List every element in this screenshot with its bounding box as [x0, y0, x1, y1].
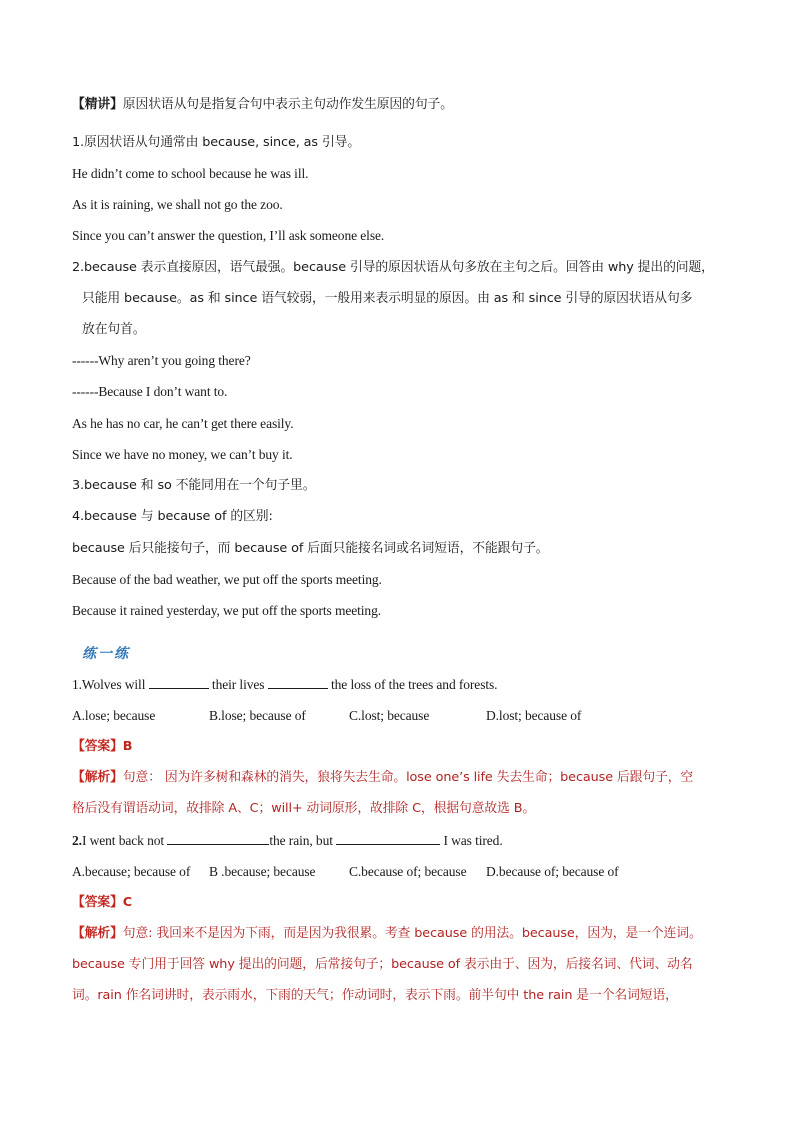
q2-option-c: C.because of; because: [349, 864, 467, 879]
q2-explanation-line-2: because 专门用于回答 why 提出的问题，后常接句子；because of 表示由于、因为，后接名词、代词、动名: [72, 957, 693, 972]
q2-part-b: the rain, but: [269, 833, 333, 848]
example-6: Because of the bad weather, we put off the sports meeting.: [72, 572, 382, 587]
q2-explanation-line-3: 词。rain 作名词讲时，表示雨水，下雨的天气；作动词时，表示下雨。前半句中 the rain 是一个名词短语，: [72, 988, 678, 1003]
q2-explanation-line-1: [72, 924, 702, 944]
q1-option-d: D.lost; because of: [486, 708, 582, 723]
q1-answer: [72, 737, 132, 757]
rule-1: 1.原因状语从句通常由 because, since, as 引导。: [72, 135, 361, 150]
question-1: [72, 675, 497, 695]
q1-answer-tag: 【答案】: [72, 739, 123, 754]
q2-blank-1: [167, 831, 269, 845]
q1-explanation-tag: 【解析】: [72, 770, 123, 785]
q2-part-c: I was tired.: [443, 833, 503, 848]
example-3: Since you can’t answer the question, I’ll ask someone else.: [72, 228, 385, 243]
lecture-intro: [72, 95, 453, 115]
example-4: As he has no car, he can’t get there easily.: [72, 416, 294, 431]
q1-part-a: 1.Wolves will: [72, 677, 146, 692]
q1-options: [72, 706, 581, 726]
q2-blank-2: [336, 831, 440, 845]
q2-explanation-text-1: 句意: 我回来不是因为下雨，而是因为我很累。考查 because 的用法。because，因为，是一个连词。: [122, 926, 702, 941]
q2-answer: [72, 893, 132, 913]
q1-explanation-line-2: 格后没有谓语动词，故排除 A、C；will+ 动词原形，故排除 C，根据句意故选 B。: [72, 801, 536, 816]
q2-answer-value: C: [122, 895, 133, 910]
q2-option-d: D.because of; because of: [486, 864, 619, 879]
q2-option-b: B .because; because: [209, 864, 316, 879]
example-5: Since we have no money, we can’t buy it.: [72, 447, 293, 462]
rule-2-line-2: 只能用 because。as 和 since 语气较弱，一般用来表示明显的原因。由 as 和 since 引导的原因状语从句多: [82, 291, 693, 306]
rule-2-line-3: 放在句首。: [82, 322, 146, 337]
q1-option-c: C.lost; because: [349, 708, 430, 723]
q2-number: 2.: [72, 833, 82, 848]
example-1: He didn’t come to school because he was ill.: [72, 166, 309, 181]
question-2: [72, 831, 503, 851]
q1-option-a: A.lose; because: [72, 708, 156, 723]
rule-4-detail: because 后只能接句子，而 because of 后面只能接名词或名词短语，不能跟句子。: [72, 541, 549, 556]
rule-2-line-1: 2.because 表示直接原因，语气最强。because 引导的原因状语从句多放在主句之后。回答由 why 提出的问题，: [72, 260, 714, 275]
q1-answer-value: B: [122, 739, 133, 754]
q1-blank-1: [149, 675, 209, 689]
lecture-intro-text: 原因状语从句是指复合句中表示主句动作发生原因的句子。: [122, 97, 453, 112]
lecture-tag: 【精讲】: [72, 97, 123, 112]
q2-option-a: A.because; because of: [72, 864, 191, 879]
dialog-answer: ------Because I don’t want to.: [72, 384, 228, 399]
q1-part-b: their lives: [211, 677, 265, 692]
rule-4: 4.because 与 because of 的区别:: [72, 509, 273, 524]
dialog-question: ------Why aren’t you going there?: [72, 353, 251, 368]
practice-title: 练一练: [82, 646, 130, 662]
q1-part-c: the loss of the trees and forests.: [331, 677, 498, 692]
q2-answer-tag: 【答案】: [72, 895, 123, 910]
q2-part-a: I went back not: [81, 833, 165, 848]
q2-explanation-tag: 【解析】: [72, 926, 123, 941]
q1-explanation-text-1: 句意： 因为许多树和森林的消失，狼将失去生命。lose one’s life 失去生命；because 后跟句子，空: [122, 770, 694, 785]
q1-blank-2: [268, 675, 328, 689]
q2-options: [72, 862, 619, 882]
example-2: As it is raining, we shall not go the zoo.: [72, 197, 283, 212]
q1-option-b: B.lose; because of: [209, 708, 306, 723]
rule-3: 3.because 和 so 不能同用在一个句子里。: [72, 478, 316, 493]
q1-explanation-line-1: [72, 768, 693, 788]
example-7: Because it rained yesterday, we put off the sports meeting.: [72, 603, 382, 618]
